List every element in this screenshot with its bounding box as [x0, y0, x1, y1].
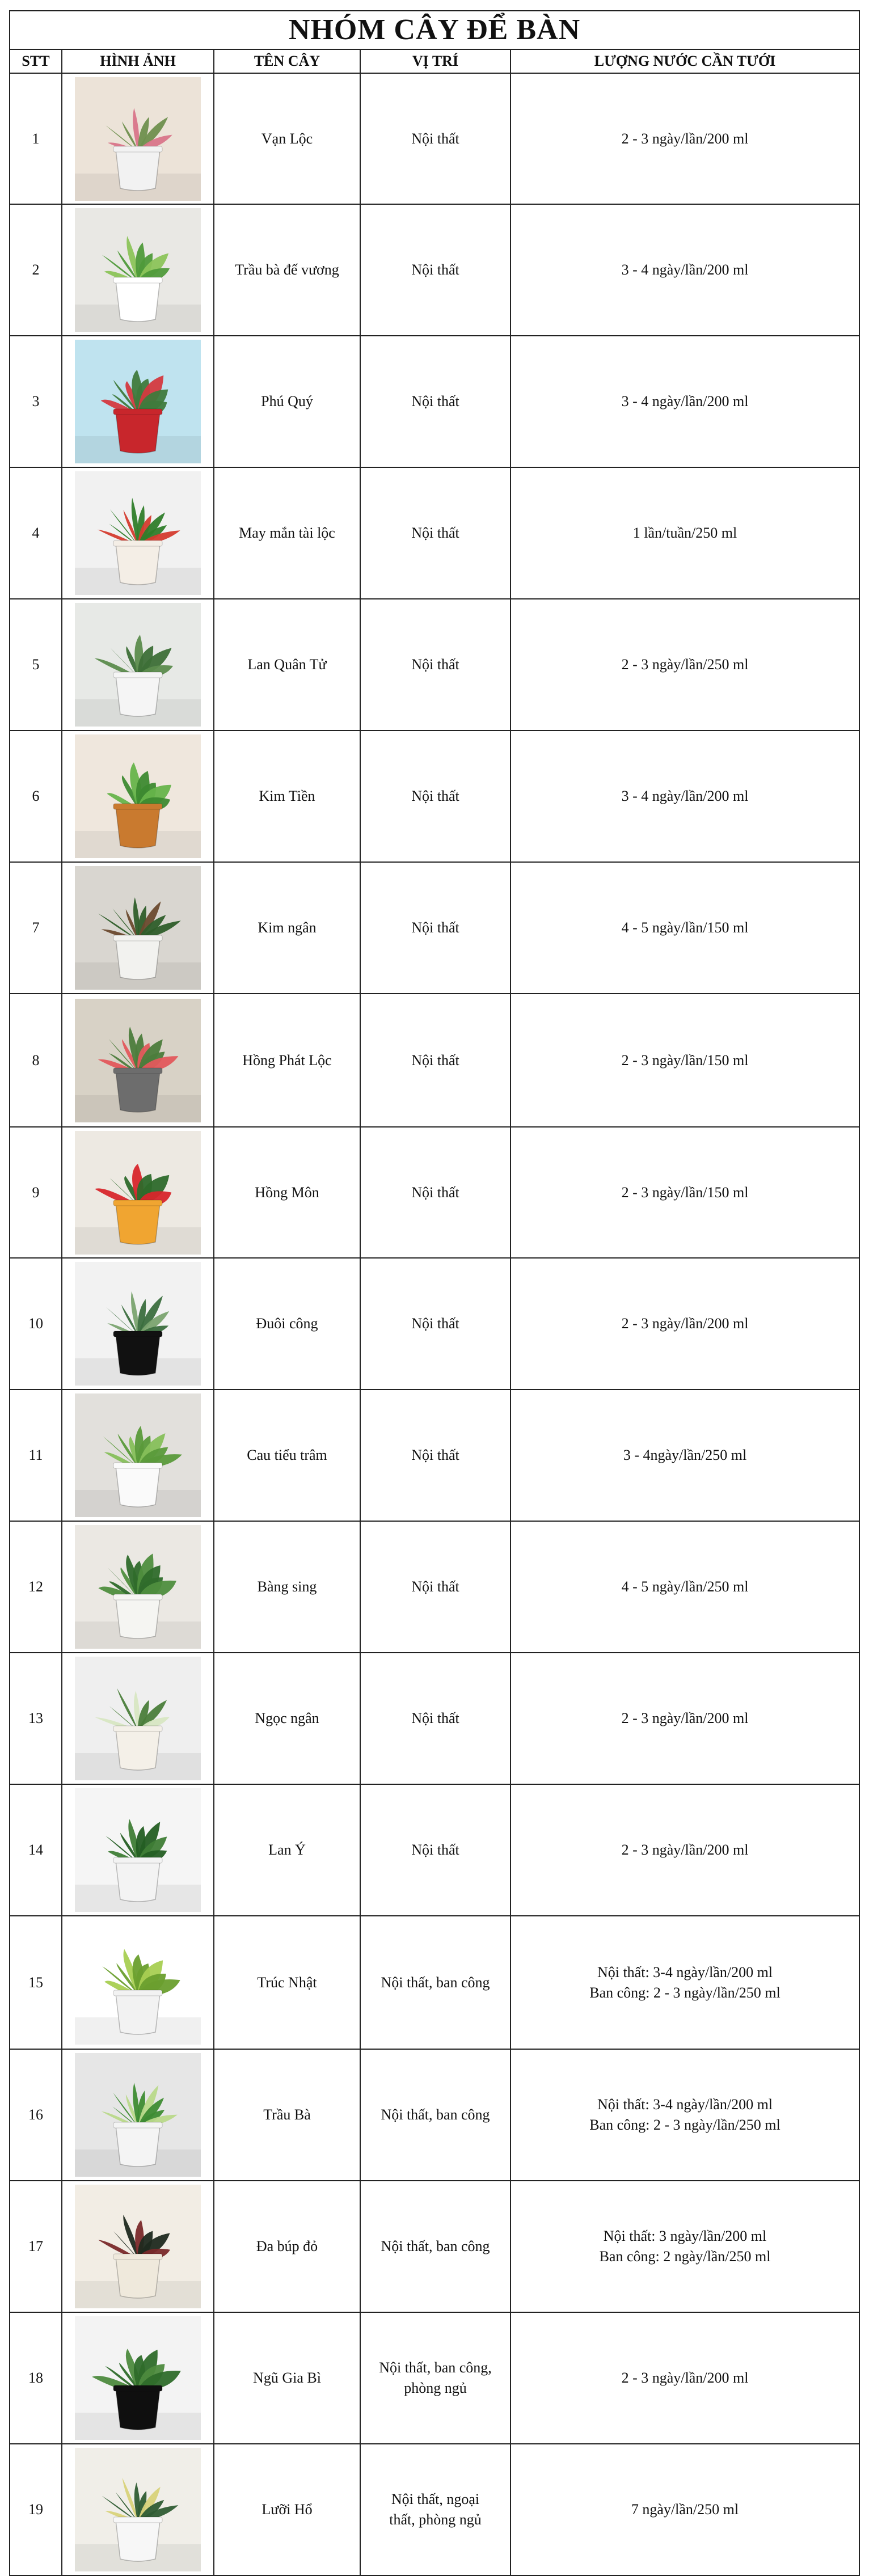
water-line: 2 - 3 ngày/lần/200 ml	[621, 1842, 749, 1858]
position-line: thất, phòng ngủ	[389, 2511, 482, 2528]
water-line: 7 ngày/lần/250 ml	[631, 2501, 739, 2518]
table-row	[10, 1127, 859, 1258]
table-row	[10, 1390, 859, 1521]
table-row	[10, 2049, 859, 2181]
position-line: Nội thất, ban công,	[379, 2359, 492, 2376]
water-line: 3 - 4 ngày/lần/200 ml	[621, 788, 749, 804]
plant-table-page	[9, 10, 860, 2576]
row-plant-name: Kim ngân	[214, 862, 360, 994]
row-water-amount	[511, 2444, 859, 2575]
position-line: Nội thất	[411, 1710, 459, 1726]
table-row	[10, 599, 859, 730]
row-position	[360, 2181, 511, 2312]
plant-illustration	[75, 1921, 201, 2045]
plant-illustration	[75, 340, 201, 463]
plant-illustration	[75, 2448, 201, 2571]
row-plant-name: Trầu Bà	[214, 2049, 360, 2181]
row-stt: 10	[10, 1258, 62, 1390]
row-stt: 18	[10, 2312, 62, 2444]
row-water-amount	[511, 994, 859, 1127]
row-plant-name: Cau tiểu trâm	[214, 1390, 360, 1521]
water-line: 2 - 3 ngày/lần/200 ml	[621, 1710, 749, 1726]
row-image-cell	[62, 1521, 214, 1653]
row-plant-name: Hồng Phát Lộc	[214, 994, 360, 1127]
position-line: Nội thất	[411, 1184, 459, 1201]
row-water-amount	[511, 599, 859, 730]
table-row	[10, 467, 859, 599]
row-plant-name: Ngọc ngân	[214, 1653, 360, 1784]
position-line: Nội thất, ban công	[381, 1974, 490, 1991]
row-water-amount	[511, 336, 859, 467]
header-water-amount: LƯỢNG NƯỚC CẦN TƯỚI	[511, 49, 859, 73]
table-row	[10, 1784, 859, 1916]
row-plant-name: Lan Quân Tử	[214, 599, 360, 730]
row-stt: 13	[10, 1653, 62, 1784]
water-line: 2 - 3 ngày/lần/200 ml	[621, 130, 749, 147]
plant-photo-van-loc	[75, 77, 201, 201]
plant-photo-bang-sing	[75, 1525, 201, 1649]
water-line: 2 - 3 ngày/lần/150 ml	[621, 1184, 749, 1201]
plant-care-table	[9, 10, 860, 2576]
row-plant-name: Bàng sing	[214, 1521, 360, 1653]
plant-photo-kim-ngan	[75, 866, 201, 990]
row-plant-name: Lan Ý	[214, 1784, 360, 1916]
row-position	[360, 73, 511, 204]
plant-photo-ngu-gia-bi	[75, 2316, 201, 2440]
row-position	[360, 599, 511, 730]
header-image: HÌNH ẢNH	[62, 49, 214, 73]
row-stt: 16	[10, 2049, 62, 2181]
water-line: 4 - 5 ngày/lần/250 ml	[621, 1578, 749, 1595]
row-image-cell	[62, 1390, 214, 1521]
row-plant-name: Vạn Lộc	[214, 73, 360, 204]
row-stt: 4	[10, 467, 62, 599]
position-line: Nội thất	[411, 656, 459, 673]
row-position	[360, 2444, 511, 2575]
row-image-cell	[62, 2444, 214, 2575]
water-line: 2 - 3 ngày/lần/150 ml	[621, 1051, 749, 1069]
row-stt: 19	[10, 2444, 62, 2575]
table-row	[10, 204, 859, 336]
water-line: 3 - 4 ngày/lần/200 ml	[621, 393, 749, 409]
row-plant-name: May mắn tài lộc	[214, 467, 360, 599]
row-stt: 15	[10, 1916, 62, 2049]
position-line: phòng ngủ	[404, 2380, 467, 2396]
water-line: 2 - 3 ngày/lần/250 ml	[621, 656, 749, 673]
row-water-amount	[511, 1521, 859, 1653]
position-line: Nội thất	[411, 261, 459, 278]
row-stt: 11	[10, 1390, 62, 1521]
row-water-amount	[511, 73, 859, 204]
plant-illustration	[75, 1525, 201, 1649]
row-plant-name: Lưỡi Hổ	[214, 2444, 360, 2575]
row-image-cell	[62, 204, 214, 336]
plant-photo-lan-quan-tu	[75, 603, 201, 727]
plant-illustration	[75, 77, 201, 201]
row-image-cell	[62, 2312, 214, 2444]
table-row	[10, 2312, 859, 2444]
row-plant-name: Đa búp đỏ	[214, 2181, 360, 2312]
plant-illustration	[75, 2316, 201, 2440]
row-position	[360, 2049, 511, 2181]
plant-illustration	[75, 1393, 201, 1517]
header-plant-name: TÊN CÂY	[214, 49, 360, 73]
plant-photo-cau-tieu-tram	[75, 1393, 201, 1517]
row-image-cell	[62, 599, 214, 730]
plant-illustration	[75, 1131, 201, 1255]
position-line: Nội thất	[411, 919, 459, 936]
row-image-cell	[62, 467, 214, 599]
table-row	[10, 73, 859, 204]
plant-photo-kim-tien	[75, 734, 201, 858]
plant-photo-hong-phat-loc	[75, 999, 201, 1122]
header-stt: STT	[10, 49, 62, 73]
row-plant-name: Trầu bà đế vương	[214, 204, 360, 336]
row-stt: 17	[10, 2181, 62, 2312]
position-line: Nội thất, ngoại	[391, 2491, 480, 2507]
row-water-amount	[511, 1390, 859, 1521]
position-line: Nội thất	[411, 1051, 459, 1069]
position-line: Nội thất	[411, 525, 459, 541]
plant-illustration	[75, 471, 201, 595]
row-position	[360, 862, 511, 994]
row-water-amount	[511, 1916, 859, 2049]
water-line: 1 lần/tuần/250 ml	[632, 525, 737, 541]
row-image-cell	[62, 1784, 214, 1916]
row-image-cell	[62, 1916, 214, 2049]
row-plant-name: Kim Tiền	[214, 730, 360, 862]
water-line: Ban công: 2 ngày/lần/250 ml	[599, 2248, 771, 2265]
row-water-amount	[511, 1653, 859, 1784]
row-stt: 6	[10, 730, 62, 862]
plant-photo-trau-ba-de-vuong	[75, 208, 201, 332]
header-row	[10, 49, 859, 73]
water-line: Ban công: 2 - 3 ngày/lần/250 ml	[589, 2117, 781, 2133]
row-water-amount	[511, 2312, 859, 2444]
table-title: NHÓM CÂY ĐỂ BÀN	[10, 11, 859, 49]
plant-photo-hong-mon	[75, 1131, 201, 1255]
table-row	[10, 730, 859, 862]
row-position	[360, 1521, 511, 1653]
plant-photo-truc-nhat	[75, 1921, 201, 2045]
row-stt: 7	[10, 862, 62, 994]
row-stt: 8	[10, 994, 62, 1127]
row-image-cell	[62, 994, 214, 1127]
plant-illustration	[75, 1262, 201, 1386]
plant-illustration	[75, 1657, 201, 1780]
row-position	[360, 1258, 511, 1390]
plant-illustration	[75, 999, 201, 1122]
row-water-amount	[511, 1258, 859, 1390]
row-water-amount	[511, 1127, 859, 1258]
table-row	[10, 862, 859, 994]
water-line: 3 - 4 ngày/lần/200 ml	[621, 261, 749, 278]
row-stt: 1	[10, 73, 62, 204]
row-water-amount	[511, 862, 859, 994]
row-image-cell	[62, 2049, 214, 2181]
row-position	[360, 730, 511, 862]
position-line: Nội thất	[411, 130, 459, 147]
row-water-amount	[511, 467, 859, 599]
plant-photo-trau-ba	[75, 2053, 201, 2177]
row-plant-name: Đuôi công	[214, 1258, 360, 1390]
position-line: Nội thất	[411, 393, 459, 409]
header-position: VỊ TRÍ	[360, 49, 511, 73]
position-line: Nội thất, ban công	[381, 2238, 490, 2254]
water-line: Ban công: 2 - 3 ngày/lần/250 ml	[589, 1984, 781, 2001]
water-line: Nội thất: 3-4 ngày/lần/200 ml	[597, 1963, 773, 1980]
plant-photo-ngoc-ngan	[75, 1657, 201, 1780]
row-plant-name: Ngũ Gia Bì	[214, 2312, 360, 2444]
plant-illustration	[75, 2185, 201, 2308]
position-line: Nội thất	[411, 1315, 459, 1332]
position-line: Nội thất, ban công	[381, 2106, 490, 2123]
row-image-cell	[62, 862, 214, 994]
row-stt: 9	[10, 1127, 62, 1258]
row-water-amount	[511, 1784, 859, 1916]
row-image-cell	[62, 336, 214, 467]
row-image-cell	[62, 730, 214, 862]
position-line: Nội thất	[411, 1578, 459, 1595]
row-water-amount	[511, 2181, 859, 2312]
row-stt: 3	[10, 336, 62, 467]
plant-photo-may-man-tai-loc	[75, 471, 201, 595]
row-image-cell	[62, 73, 214, 204]
position-line: Nội thất	[411, 1447, 459, 1463]
table-row	[10, 1258, 859, 1390]
row-image-cell	[62, 1127, 214, 1258]
row-position	[360, 1127, 511, 1258]
position-line: Nội thất	[411, 1842, 459, 1858]
row-position	[360, 1390, 511, 1521]
position-line: Nội thất	[411, 788, 459, 804]
water-line: 2 - 3 ngày/lần/200 ml	[621, 1315, 749, 1332]
water-line: 3 - 4ngày/lần/250 ml	[623, 1447, 747, 1463]
row-water-amount	[511, 2049, 859, 2181]
plant-photo-duoi-cong	[75, 1262, 201, 1386]
water-line: Nội thất: 3-4 ngày/lần/200 ml	[597, 2096, 773, 2113]
table-body	[10, 73, 859, 2575]
row-position	[360, 204, 511, 336]
plant-photo-lan-y	[75, 1788, 201, 1912]
water-line: 4 - 5 ngày/lần/150 ml	[621, 919, 749, 936]
plant-illustration	[75, 208, 201, 332]
plant-photo-da-bup-do	[75, 2185, 201, 2308]
plant-photo-phu-quy	[75, 340, 201, 463]
row-plant-name: Trúc Nhật	[214, 1916, 360, 2049]
row-water-amount	[511, 204, 859, 336]
row-water-amount	[511, 730, 859, 862]
row-position	[360, 2312, 511, 2444]
plant-illustration	[75, 603, 201, 727]
plant-photo-luoi-ho	[75, 2448, 201, 2571]
row-plant-name: Phú Quý	[214, 336, 360, 467]
row-image-cell	[62, 1653, 214, 1784]
row-stt: 5	[10, 599, 62, 730]
row-stt: 12	[10, 1521, 62, 1653]
row-position	[360, 336, 511, 467]
plant-illustration	[75, 2053, 201, 2177]
plant-illustration	[75, 1788, 201, 1912]
row-plant-name: Hồng Môn	[214, 1127, 360, 1258]
table-row	[10, 1653, 859, 1784]
row-image-cell	[62, 2181, 214, 2312]
row-position	[360, 467, 511, 599]
row-position	[360, 994, 511, 1127]
row-stt: 14	[10, 1784, 62, 1916]
table-row	[10, 336, 859, 467]
plant-illustration	[75, 734, 201, 858]
table-row	[10, 2181, 859, 2312]
row-position	[360, 1653, 511, 1784]
plant-illustration	[75, 866, 201, 990]
row-position	[360, 1916, 511, 2049]
row-image-cell	[62, 1258, 214, 1390]
table-row	[10, 1916, 859, 2049]
table-row	[10, 994, 859, 1127]
row-stt: 2	[10, 204, 62, 336]
table-row	[10, 2444, 859, 2575]
table-row	[10, 1521, 859, 1653]
water-line: Nội thất: 3 ngày/lần/200 ml	[603, 2228, 767, 2244]
row-position	[360, 1784, 511, 1916]
water-line: 2 - 3 ngày/lần/200 ml	[621, 2370, 749, 2386]
